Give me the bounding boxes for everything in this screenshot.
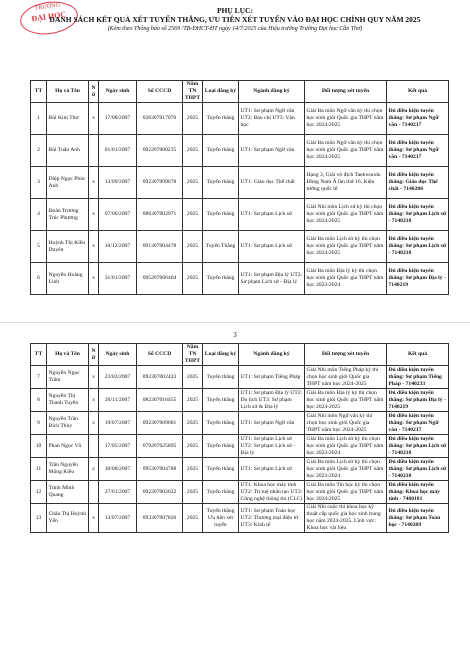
page-number: 3	[233, 331, 237, 339]
cell-criteria: Giải Nhì môn Lịch sử kỳ thi chọn học sinh giỏi Quốc gia THPT năm học 2024-2025	[305, 199, 387, 231]
cell-reg-type: Tuyển thẳng	[203, 103, 239, 135]
cell-result: Đủ điều kiện tuyển thẳng: Giáo dục Thể chất - 7140206	[387, 167, 449, 199]
cell-criteria: Giải Ba môn Ngữ văn kỳ thi chọn học sinh giỏi Quốc gia THPT năm học 2024-2025	[305, 135, 387, 167]
cell-major: UT1: Sư phạm Tiếng Pháp	[239, 366, 305, 389]
cell-result: Đủ điều kiện tuyển thẳng: Sư phạm Lịch sử - 7140218	[387, 199, 449, 231]
cell-grad-year: 2025	[183, 412, 203, 435]
cell-name: Trần Nguyễn Mộng Kiều	[47, 458, 89, 481]
cell-criteria: Giải Nhì môn Ngữ văn kỳ thi chọn học sinh giỏi Quốc gia THPT năm học 2024-2025	[305, 412, 387, 435]
column-header-id-number: Số CCCD	[137, 344, 183, 366]
table-row	[31, 199, 449, 231]
cell-tt: 9	[31, 412, 47, 435]
cell-result: Đủ điều kiện tuyển thẳng: Khoa học máy tính - 7480101	[387, 481, 449, 504]
cell-grad-year: 2025	[183, 366, 203, 389]
cell-tt: 5	[31, 231, 47, 263]
cell-grad-year: 2025	[183, 135, 203, 167]
cell-female: x	[89, 389, 99, 412]
column-header-name: Họ và Tên	[47, 81, 89, 103]
cell-criteria: Giải Nhì cuộc thi khoa học kỹ thuật cấp quốc gia học sinh trung học năm 2024-2025. Lĩnh vực: Khoa học vật liệu	[305, 504, 387, 533]
cell-female: x	[89, 103, 99, 135]
table-row	[31, 481, 449, 504]
cell-id-number: 092307009681	[137, 412, 183, 435]
table-row	[31, 504, 449, 533]
cell-dob: 23/03/2007	[99, 366, 137, 389]
cell-grad-year: 2025	[183, 199, 203, 231]
table-row	[31, 435, 449, 458]
cell-dob: 17/05/2007	[99, 435, 137, 458]
cell-major: UT1: Sư phạm Địa lý UT2: Du lịch UT3: Sư phạm Lịch sử & Địa lý	[239, 389, 305, 412]
cell-dob: 31/01/2007	[99, 263, 137, 295]
cell-female: x	[89, 412, 99, 435]
cell-grad-year: 2025	[183, 231, 203, 263]
cell-reg-type: Tuyển thẳng Ưu tiên xét tuyển	[203, 504, 239, 533]
cell-result: Đủ điều kiện tuyển thẳng: Sư phạm Lịch sử - 7140218	[387, 231, 449, 263]
column-header-tt: TT	[31, 344, 47, 366]
cell-result: Đủ điều kiện tuyển thẳng: Sư phạm Lịch sử - 7140218	[387, 435, 449, 458]
cell-id-number: 092307002423	[137, 366, 183, 389]
cell-grad-year: 2025	[183, 481, 203, 504]
cell-id-number: 079207025895	[137, 435, 183, 458]
cell-female	[89, 481, 99, 504]
cell-tt: 8	[31, 389, 47, 412]
cell-result: Đủ điều kiện tuyển thẳng: Sư phạm Tiếng Pháp - 7140233	[387, 366, 449, 389]
column-header-reg-type: Loại đăng ký	[203, 344, 239, 366]
cell-result: Đủ điều kiện tuyển thẳng: Sư phạm Ngữ văn - 7140217	[387, 103, 449, 135]
cell-reg-type: Tuyển thẳng	[203, 167, 239, 199]
cell-id-number: 092207002622	[137, 481, 183, 504]
cell-grad-year: 2025	[183, 263, 203, 295]
cell-id-number: 091307004478	[137, 231, 183, 263]
cell-result: Đủ điều kiện tuyển thẳng: Sư phạm Lịch sử - 7140218	[387, 458, 449, 481]
cell-reg-type: Tuyển thẳng	[203, 481, 239, 504]
cell-reg-type: Tuyển thẳng	[203, 263, 239, 295]
table-row	[31, 135, 449, 167]
document-note: (Kèm theo Thông báo số 2569 /TB-ĐHCT-ĐT ngày 14/7/2025 của Hiệu trưởng Trường Đại học Cần Thơ)	[107, 26, 363, 32]
cell-dob: 07/06/2007	[99, 199, 137, 231]
document-subtitle: DANH SÁCH KẾT QUẢ XÉT TUYỂN THẲNG, ƯU TIÊN XÉT TUYỂN VÀO ĐẠI HỌC CHÍNH QUY NĂM 2025	[49, 15, 421, 24]
cell-tt: 2	[31, 135, 47, 167]
cell-reg-type: Tuyển thẳng	[203, 435, 239, 458]
column-header-major: Ngành đăng ký	[239, 344, 305, 366]
cell-major: UT1: Sư phạm Địa lý UT2: Sư phạm Lịch sử - Địa lý	[239, 263, 305, 295]
table-row	[31, 458, 449, 481]
cell-reg-type: Tuyển Thẳng	[203, 231, 239, 263]
cell-id-number: 095307004788	[137, 458, 183, 481]
cell-criteria: Giải Ba môn Tin học kỳ thi chọn học sinh giỏi Quốc gia THPT năm học 2024-2025	[305, 481, 387, 504]
cell-reg-type: Tuyển thẳng	[203, 458, 239, 481]
column-header-major: Ngành đăng ký	[239, 81, 305, 103]
cell-dob: 13/07/2007	[99, 504, 137, 533]
cell-tt: 10	[31, 435, 47, 458]
cell-reg-type: Tuyển thẳng	[203, 412, 239, 435]
table-row	[31, 263, 449, 295]
cell-name: Đoàn Trương Trúc Phương	[47, 199, 89, 231]
document-title: PHỤ LỤC:	[216, 6, 254, 15]
cell-id-number: 092307009678	[137, 167, 183, 199]
results-table-page-2	[30, 343, 449, 533]
cell-female	[89, 135, 99, 167]
column-header-criteria: Đối tượng xét tuyển	[305, 81, 387, 103]
cell-major: UT1: Sư phạm Toán học UT2: Thương mại điện tử UT3: Kinh tế	[239, 504, 305, 533]
column-header-id-number: Số CCCD	[137, 81, 183, 103]
cell-criteria: Giải Ba môn Địa lý kỳ thi chọn học sinh giỏi Quốc gia THPT năm học 2023-2024	[305, 263, 387, 295]
column-header-name: Họ và Tên	[47, 344, 89, 366]
cell-major: UT1: Sư phạm Lịch sử	[239, 231, 305, 263]
cell-dob: 30/08/2007	[99, 458, 137, 481]
table-row	[31, 231, 449, 263]
table-row	[31, 366, 449, 389]
cell-reg-type: Tuyển thẳng	[203, 389, 239, 412]
cell-id-number: 092207000235	[137, 135, 183, 167]
column-header-reg-type: Loại đăng ký	[203, 81, 239, 103]
cell-major: UT1: Sư phạm Lịch sử UT2: Sư phạm Lịch sử - Địa lý	[239, 435, 305, 458]
cell-major: UT1: Khoa học máy tính UT2: Trí tuệ nhân tạo UT3: Công nghệ thông tin (CLC)	[239, 481, 305, 504]
cell-female: x	[89, 263, 99, 295]
cell-major: UT1: Sư phạm Lịch sử	[239, 458, 305, 481]
cell-result: Đủ điều kiện tuyển thẳng: Sư phạm Toán học - 7140209	[387, 504, 449, 533]
cell-female: x	[89, 199, 99, 231]
cell-female	[89, 435, 99, 458]
cell-id-number: 086307002971	[137, 199, 183, 231]
cell-id-number: 036307017070	[137, 103, 183, 135]
cell-result: Đủ điều kiện tuyển thẳng: Sư phạm Địa lý - 7140219	[387, 263, 449, 295]
column-header-dob: Ngày sinh	[99, 81, 137, 103]
cell-tt: 6	[31, 263, 47, 295]
cell-id-number: 082307016455	[137, 389, 183, 412]
table-row	[31, 412, 449, 435]
cell-grad-year: 2025	[183, 103, 203, 135]
cell-major: UT1: Sư phạm Ngữ văn UT2: Báo chí UT3: Văn học	[239, 103, 305, 135]
cell-female: x	[89, 504, 99, 533]
cell-criteria: Giải Nhì môn Tiếng Pháp kỳ thi chọn học sinh giỏi Quốc gia THPT năm học 2024-2025	[305, 366, 387, 389]
cell-criteria: Giải Ba môn Lịch sử kỳ thi chọn học sinh giỏi Quốc gia THPT năm học 2023-2024	[305, 435, 387, 458]
cell-major: UT1: Sư phạm Ngữ văn	[239, 135, 305, 167]
cell-dob: 19/07/2007	[99, 412, 137, 435]
cell-name: Trịnh Minh Quang	[47, 481, 89, 504]
cell-major: UT1: Sư phạm Ngữ văn	[239, 412, 305, 435]
cell-tt: 12	[31, 481, 47, 504]
column-header-female: Nữ	[89, 81, 99, 103]
cell-result: Đủ điều kiện tuyển thẳng: Sư phạm Ngữ văn - 7140217	[387, 135, 449, 167]
cell-name: Diệp Ngọc Phúc Anh	[47, 167, 89, 199]
cell-tt: 1	[31, 103, 47, 135]
cell-major: UT1: Giáo dục Thể chất	[239, 167, 305, 199]
cell-grad-year: 2025	[183, 167, 203, 199]
cell-name: Bùi Kim Thư	[47, 103, 89, 135]
column-header-grad-year: Năm TN THPT	[183, 81, 203, 103]
column-header-tt: TT	[31, 81, 47, 103]
cell-tt: 11	[31, 458, 47, 481]
cell-female: x	[89, 458, 99, 481]
cell-reg-type: Tuyển thẳng	[203, 366, 239, 389]
cell-female: x	[89, 366, 99, 389]
cell-criteria: Giải Ba môn Ngữ văn kỳ thi chọn học sinh giỏi Quốc gia THPT năm học 2024-2025	[305, 103, 387, 135]
column-header-result: Kết quả	[387, 344, 449, 366]
cell-criteria: Giải Ba môn Lịch sử kỳ thi chọn học sinh giỏi Quốc gia THPT năm học 2024-2025	[305, 231, 387, 263]
cell-dob: 13/09/2007	[99, 167, 137, 199]
cell-name: Nguyễn Hoàng Linh	[47, 263, 89, 295]
cell-id-number: 093307007820	[137, 504, 183, 533]
cell-grad-year: 2025	[183, 504, 203, 533]
cell-dob: 10/12/2007	[99, 231, 137, 263]
table-row	[31, 167, 449, 199]
cell-female: x	[89, 167, 99, 199]
cell-dob: 27/01/2007	[99, 481, 137, 504]
cell-dob: 01/01/2007	[99, 135, 137, 167]
cell-criteria: Hạng 3, Giải vô địch Taekwondo Đồng Nam Á lần thứ 16. Kiện tướng quốc tế.	[305, 167, 387, 199]
cell-tt: 3	[31, 167, 47, 199]
column-header-grad-year: Năm TN THPT	[183, 344, 203, 366]
table-header-row	[31, 81, 449, 103]
cell-major: UT1: Sư phạm Lịch sử	[239, 199, 305, 231]
page-1	[0, 0, 470, 318]
cell-criteria: Giải Ba môn Lịch sử kỳ thi chọn học sinh giỏi Quốc gia THPT năm học 2023-2024	[305, 458, 387, 481]
cell-name: Nguyễn Trần Bích Thùy	[47, 412, 89, 435]
column-header-dob: Ngày sinh	[99, 344, 137, 366]
cell-id-number: 095207006404	[137, 263, 183, 295]
cell-tt: 7	[31, 366, 47, 389]
cell-tt: 4	[31, 199, 47, 231]
table-row	[31, 103, 449, 135]
cell-name: Châu Thị Huỳnh Yến	[47, 504, 89, 533]
cell-name: Huỳnh Thị Kiều Duyên	[47, 231, 89, 263]
university-seal: TRƯỜNG ĐẠI HỌC	[18, 0, 80, 38]
cell-name: Phan Ngọc Vũ	[47, 435, 89, 458]
cell-result: Đủ điều kiện tuyển thẳng: Sư phạm Ngữ văn - 7140217	[387, 412, 449, 435]
cell-name: Bùi Tuấn Anh	[47, 135, 89, 167]
cell-grad-year: 2025	[183, 458, 203, 481]
cell-result: Đủ điều kiện tuyển thẳng: Sư phạm Địa lý - 7140219	[387, 389, 449, 412]
cell-tt: 13	[31, 504, 47, 533]
cell-dob: 17/08/2007	[99, 103, 137, 135]
cell-criteria: Giải Ba môn Địa lý kỳ thi chọn học sinh giỏi Quốc gia THPT năm học 2024-2025	[305, 389, 387, 412]
cell-reg-type: Tuyển thẳng	[203, 199, 239, 231]
results-table-page-1	[30, 80, 449, 295]
table-row	[31, 389, 449, 412]
cell-dob: 26/11/2007	[99, 389, 137, 412]
column-header-female: Nữ	[89, 344, 99, 366]
cell-reg-type: Tuyển thẳng	[203, 135, 239, 167]
cell-grad-year: 2025	[183, 435, 203, 458]
cell-grad-year: 2025	[183, 389, 203, 412]
cell-name: Nguyễn Thị Thanh Tuyền	[47, 389, 89, 412]
page-2	[0, 322, 470, 649]
cell-name: Nguyễn Ngọc Trâm	[47, 366, 89, 389]
table-header-row	[31, 344, 449, 366]
cell-female: x	[89, 231, 99, 263]
column-header-result: Kết quả	[387, 81, 449, 103]
column-header-criteria: Đối tượng xét tuyển	[305, 344, 387, 366]
